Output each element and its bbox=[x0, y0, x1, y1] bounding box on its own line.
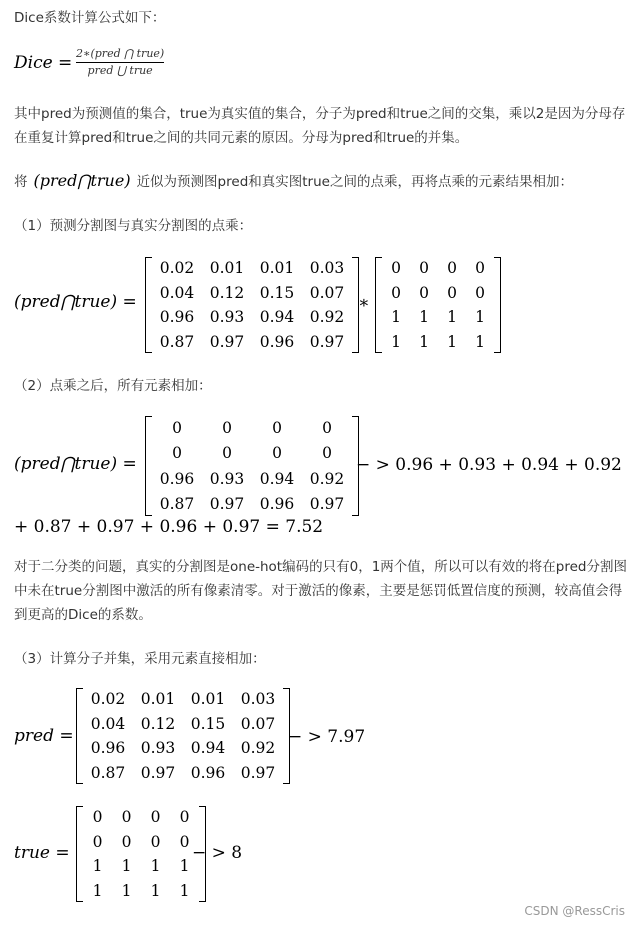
matrix-row bbox=[83, 761, 283, 786]
step3-true-matrix bbox=[76, 806, 206, 902]
matrix-cell: 0.94 bbox=[259, 308, 295, 327]
matrix-cell: 0.01 bbox=[140, 690, 176, 709]
dice-formula-fraction bbox=[76, 47, 164, 78]
matrix-cell: 1 bbox=[419, 332, 429, 351]
step2-lhs: (pred⋂true) = bbox=[14, 454, 137, 474]
matrix-cell: 0.94 bbox=[259, 469, 295, 488]
matrix-cell: 0 bbox=[272, 444, 282, 463]
matrix-cell: 0 bbox=[447, 259, 457, 278]
matrix-cell: 0.96 bbox=[159, 308, 195, 327]
matrix-cell: 0.12 bbox=[209, 283, 245, 302]
matrix-cell: 0.96 bbox=[259, 495, 295, 514]
matrix-cell: 0 bbox=[322, 444, 332, 463]
matrix-row bbox=[83, 736, 283, 761]
matrix-cell: 0.93 bbox=[140, 739, 176, 758]
step2-continuation: + 0.87 + 0.97 + 0.96 + 0.97 = 7.52 bbox=[14, 517, 324, 537]
matrix-cell: 0 bbox=[222, 418, 232, 437]
matrix-cell: 0.87 bbox=[159, 495, 195, 514]
matrix-row bbox=[83, 830, 199, 855]
matrix-cell: 0.02 bbox=[159, 259, 195, 278]
matrix-cell: 0 bbox=[391, 259, 401, 278]
matrix-cell: 0 bbox=[172, 418, 182, 437]
matrix-cell: 0 bbox=[150, 832, 161, 851]
matrix-cell: 0 bbox=[391, 283, 401, 302]
matrix-cell: 1 bbox=[121, 857, 132, 876]
explain-paragraph: 其中pred为预测值的集合，true为真实值的集合，分子为pred和true之间的交集，乘以2是因为分母存在重复计算pred和true之间的共同元素的原因。分母为pred和true的并集。 bbox=[14, 106, 626, 146]
matrix-cell: 0 bbox=[121, 832, 132, 851]
matrix-cell: 1 bbox=[179, 857, 190, 876]
matrix-cell: 1 bbox=[150, 857, 161, 876]
matrix-row bbox=[83, 879, 199, 904]
matrix-cell: 1 bbox=[447, 308, 457, 327]
matrix-cell: 1 bbox=[475, 308, 485, 327]
matrix-row bbox=[382, 330, 494, 355]
matrix-cell: 1 bbox=[391, 332, 401, 351]
approx-suffix: 近似为预测图pred和真实图true之间的点乘，再将点乘的元素结果相加： bbox=[136, 174, 573, 190]
matrix-cell: 0.87 bbox=[159, 332, 195, 351]
matrix-cell: 1 bbox=[179, 881, 190, 900]
matrix-cell: 0 bbox=[272, 418, 282, 437]
matrix-cell: 0.96 bbox=[190, 763, 226, 782]
matrix-cell: 0 bbox=[419, 283, 429, 302]
step3-pred-rhs: − > 7.97 bbox=[288, 727, 366, 747]
matrix-cell: 0 bbox=[419, 259, 429, 278]
matrix-cell: 0.02 bbox=[90, 690, 126, 709]
matrix-cell: 0.07 bbox=[240, 714, 276, 733]
matrix-row bbox=[83, 712, 283, 737]
step1-pred-matrix bbox=[145, 257, 359, 353]
matrix-cell: 0.97 bbox=[209, 332, 245, 351]
matrix-cell: 0 bbox=[92, 832, 103, 851]
matrix-cell: 0 bbox=[475, 283, 485, 302]
csdn-watermark: CSDN @RessCris bbox=[524, 904, 625, 918]
step2-heading: （2）点乘之后，所有元素相加： bbox=[14, 378, 212, 394]
matrix-cell: 0 bbox=[322, 418, 332, 437]
step3-pred-matrix bbox=[76, 688, 290, 784]
matrix-row bbox=[152, 256, 352, 281]
matrix-row bbox=[382, 305, 494, 330]
matrix-cell: 0.97 bbox=[309, 332, 345, 351]
approx-math: (pred⋂true) bbox=[33, 170, 131, 190]
step3-true-rhs: − > 8 bbox=[192, 843, 243, 863]
dice-numerator: 2∗(pred ⋂ true) bbox=[76, 47, 165, 60]
matrix-cell: 1 bbox=[475, 332, 485, 351]
matrix-cell: 0.97 bbox=[209, 495, 245, 514]
matrix-cell: 0.96 bbox=[259, 332, 295, 351]
matrix-cell: 0.01 bbox=[209, 259, 245, 278]
matrix-cell: 0.01 bbox=[190, 690, 226, 709]
matrix-cell: 0 bbox=[92, 808, 103, 827]
matrix-cell: 0.15 bbox=[190, 714, 226, 733]
matrix-cell: 1 bbox=[121, 881, 132, 900]
fraction-bar bbox=[76, 62, 164, 63]
step3-true-lhs: true = bbox=[14, 843, 70, 863]
approx-prefix: 将 bbox=[14, 174, 28, 190]
matrix-cell: 1 bbox=[150, 881, 161, 900]
dice-formula-lhs: Dice = bbox=[14, 53, 73, 73]
explain2-paragraph: 对于二分类的问题，真实的分割图是one-hot编码的只有0，1两个值，所以可以有效的将在pred分割图中未在true分割图中激活的所有像素清零。对于激活的像素，主要是惩罚低置信度的预测，较高值会得到更高的Dice的系数。 bbox=[14, 559, 627, 623]
matrix-cell: 1 bbox=[92, 881, 103, 900]
matrix-cell: 0.97 bbox=[309, 495, 345, 514]
matrix-cell: 0 bbox=[222, 444, 232, 463]
multiply-operator: ∗ bbox=[358, 293, 370, 313]
matrix-row bbox=[83, 805, 199, 830]
matrix-cell: 0 bbox=[150, 808, 161, 827]
step3-pred-lhs: pred = bbox=[14, 726, 74, 746]
matrix-cell: 0 bbox=[475, 259, 485, 278]
matrix-cell: 0 bbox=[447, 283, 457, 302]
step2-rhs: − > 0.96 + 0.93 + 0.94 + 0.92 bbox=[356, 455, 622, 475]
matrix-cell: 1 bbox=[391, 308, 401, 327]
matrix-cell: 0.96 bbox=[159, 469, 195, 488]
matrix-row bbox=[152, 441, 352, 467]
matrix-cell: 0.87 bbox=[90, 763, 126, 782]
matrix-row bbox=[152, 305, 352, 330]
matrix-cell: 0.03 bbox=[240, 690, 276, 709]
step1-lhs: (pred⋂true) = bbox=[14, 292, 137, 312]
matrix-cell: 0.96 bbox=[90, 739, 126, 758]
matrix-cell: 0.93 bbox=[209, 308, 245, 327]
matrix-cell: 0 bbox=[121, 808, 132, 827]
matrix-cell: 1 bbox=[92, 857, 103, 876]
step2-matrix bbox=[145, 416, 359, 516]
matrix-cell: 0.12 bbox=[140, 714, 176, 733]
matrix-row bbox=[83, 854, 199, 879]
matrix-row bbox=[152, 281, 352, 306]
intro-text: Dice系数计算公式如下： bbox=[14, 10, 166, 26]
matrix-cell: 0.92 bbox=[240, 739, 276, 758]
matrix-cell: 0.04 bbox=[90, 714, 126, 733]
matrix-cell: 0.92 bbox=[309, 308, 345, 327]
step1-heading: （1）预测分割图与真实分割图的点乘： bbox=[14, 218, 253, 234]
matrix-cell: 0.07 bbox=[309, 283, 345, 302]
matrix-row bbox=[152, 492, 352, 518]
approx-line bbox=[14, 170, 573, 190]
matrix-cell: 0.04 bbox=[159, 283, 195, 302]
matrix-cell: 1 bbox=[419, 308, 429, 327]
step1-true-matrix bbox=[375, 257, 501, 353]
matrix-row bbox=[152, 415, 352, 441]
matrix-cell: 0 bbox=[179, 808, 190, 827]
matrix-cell: 0.01 bbox=[259, 259, 295, 278]
matrix-cell: 0.97 bbox=[240, 763, 276, 782]
matrix-row bbox=[152, 330, 352, 355]
matrix-row bbox=[83, 687, 283, 712]
matrix-cell: 0.15 bbox=[259, 283, 295, 302]
matrix-cell: 0.03 bbox=[309, 259, 345, 278]
step3-heading: （3）计算分子并集，采用元素直接相加： bbox=[14, 651, 266, 667]
matrix-cell: 0 bbox=[172, 444, 182, 463]
matrix-cell: 0.97 bbox=[140, 763, 176, 782]
matrix-cell: 0 bbox=[179, 832, 190, 851]
matrix-cell: 0.92 bbox=[309, 469, 345, 488]
matrix-cell: 1 bbox=[447, 332, 457, 351]
matrix-row bbox=[382, 281, 494, 306]
matrix-row bbox=[382, 256, 494, 281]
dice-denominator: pred ⋃ true bbox=[87, 64, 153, 77]
matrix-row bbox=[152, 466, 352, 492]
matrix-cell: 0.93 bbox=[209, 469, 245, 488]
matrix-cell: 0.94 bbox=[190, 739, 226, 758]
